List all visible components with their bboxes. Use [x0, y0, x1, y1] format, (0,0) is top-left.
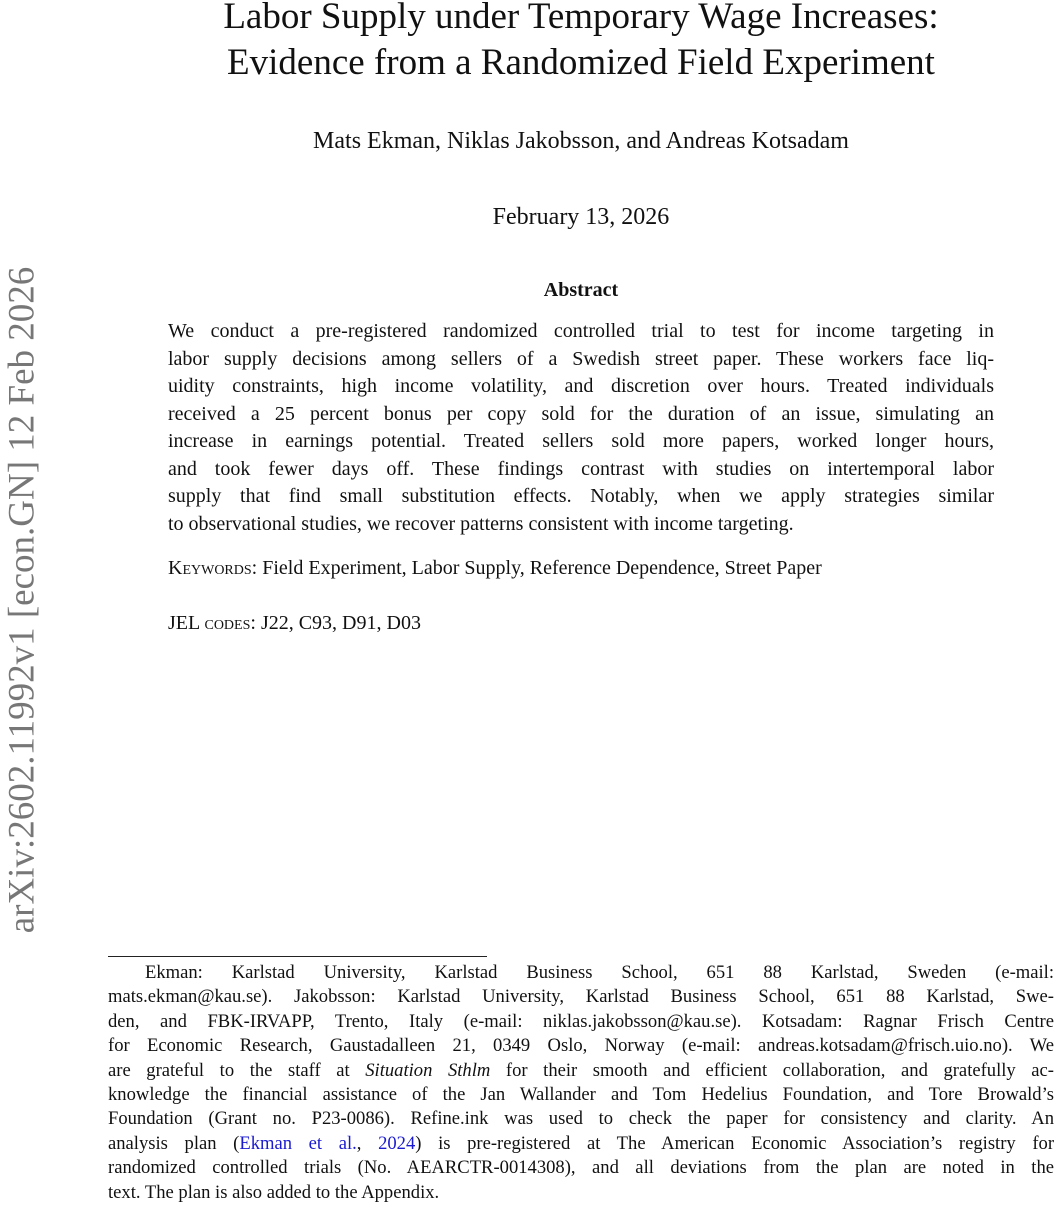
- abstract-line: and took fewer days off. These findings contrast with studies on intertemporal labor: [168, 457, 994, 480]
- jel-text: J22, C93, D91, D03: [260, 612, 421, 634]
- text: ) is pre-registered at The American Economic Association’s registry for: [415, 1132, 1054, 1154]
- abstract-line: uidity constraints, high income volatility, and discretion over hours. Treated individuals: [168, 375, 994, 397]
- abstract-line: increase in earnings potential. Treated sellers sold more papers, worked longer hours,: [168, 430, 994, 452]
- abstract-line: labor supply decisions among sellers of a Swedish street paper. These workers face liq-: [168, 347, 994, 370]
- jel-label: JEL codes:: [168, 612, 256, 634]
- footnote-rule: [108, 956, 487, 957]
- citation-link-year[interactable]: 2024: [378, 1132, 416, 1154]
- footnote-line: for Economic Research, Gaustadalleen 21, 0349 Oslo, Norway (e-mail: andreas.kotsadam@frisch.uio.no). We: [108, 1035, 1054, 1057]
- text: analysis plan (: [108, 1132, 240, 1154]
- footnote-line: [108, 1132, 1054, 1156]
- abstract-line: We conduct a pre-registered randomized controlled trial to test for income targeting in: [168, 320, 994, 342]
- abstract-line: supply that find small substitution effects. Notably, when we apply strategies similar: [168, 485, 994, 507]
- abstract-line: received a 25 percent bonus per copy sold for the duration of an issue, simulating an: [168, 402, 994, 425]
- footnote-line: Foundation (Grant no. P23-0086). Refine.ink was used to check the paper for consistency and clarity. An: [108, 1108, 1054, 1130]
- title-line: Labor Supply under Temporary Wage Increases:: [223, 0, 939, 37]
- footnote-line: mats.ekman@kau.se). Jakobsson: Karlstad University, Karlstad Business School, 651 88 Karlstad, Swe-: [108, 986, 1054, 1008]
- footnote-line: [108, 1059, 1054, 1083]
- footnote-line: den, and FBK-IRVAPP, Trento, Italy (e-mail: niklas.jakobsson@kau.se). Kotsadam: Ragnar Frisch Centre: [108, 1010, 1054, 1032]
- organization-name: Situation Sthlm: [365, 1059, 491, 1081]
- keywords: [168, 557, 822, 580]
- citation-link-author[interactable]: Ekman et al.: [239, 1132, 357, 1154]
- abstract-heading: Abstract: [543, 279, 619, 301]
- footnote-line: Ekman: Karlstad University, Karlstad Business School, 651 88 Karlstad, Sweden (e-mail:: [145, 962, 1054, 983]
- abstract-body: [168, 318, 994, 538]
- date: February 13, 2026: [492, 204, 670, 230]
- jel-codes: [168, 612, 421, 635]
- authors: Mats Ekman, Niklas Jakobsson, and Andreas Kotsadam: [313, 128, 849, 154]
- title-line: Evidence from a Randomized Field Experiment: [227, 42, 935, 83]
- abstract-line: to observational studies, we recover patterns consistent with income targeting.: [168, 512, 794, 535]
- text: for their smooth and efficient collaboration, and gratefully ac-: [490, 1059, 1054, 1081]
- footnote: [108, 961, 1054, 1205]
- footnote-line: randomized controlled trials (No. AEARCTR-0014308), and all deviations from the plan are noted in the: [108, 1157, 1054, 1179]
- keywords-text: Field Experiment, Labor Supply, Reference Dependence, Street Paper: [262, 557, 822, 579]
- footnote-line: text. The plan is also added to the Appendix.: [108, 1181, 440, 1203]
- footnote-line: knowledge the financial assistance of the Jan Wallander and Tom Hedelius Foundation, and Tore Browald’s: [108, 1084, 1054, 1106]
- keywords-label: Keywords:: [168, 557, 258, 579]
- arxiv-stamp: arXiv:2602.11992v1 [econ.GN] 12 Feb 2026: [1, 266, 43, 934]
- text: ,: [356, 1132, 379, 1154]
- paper-title: [100, 0, 1054, 86]
- text: are grateful to the staff at: [108, 1059, 366, 1081]
